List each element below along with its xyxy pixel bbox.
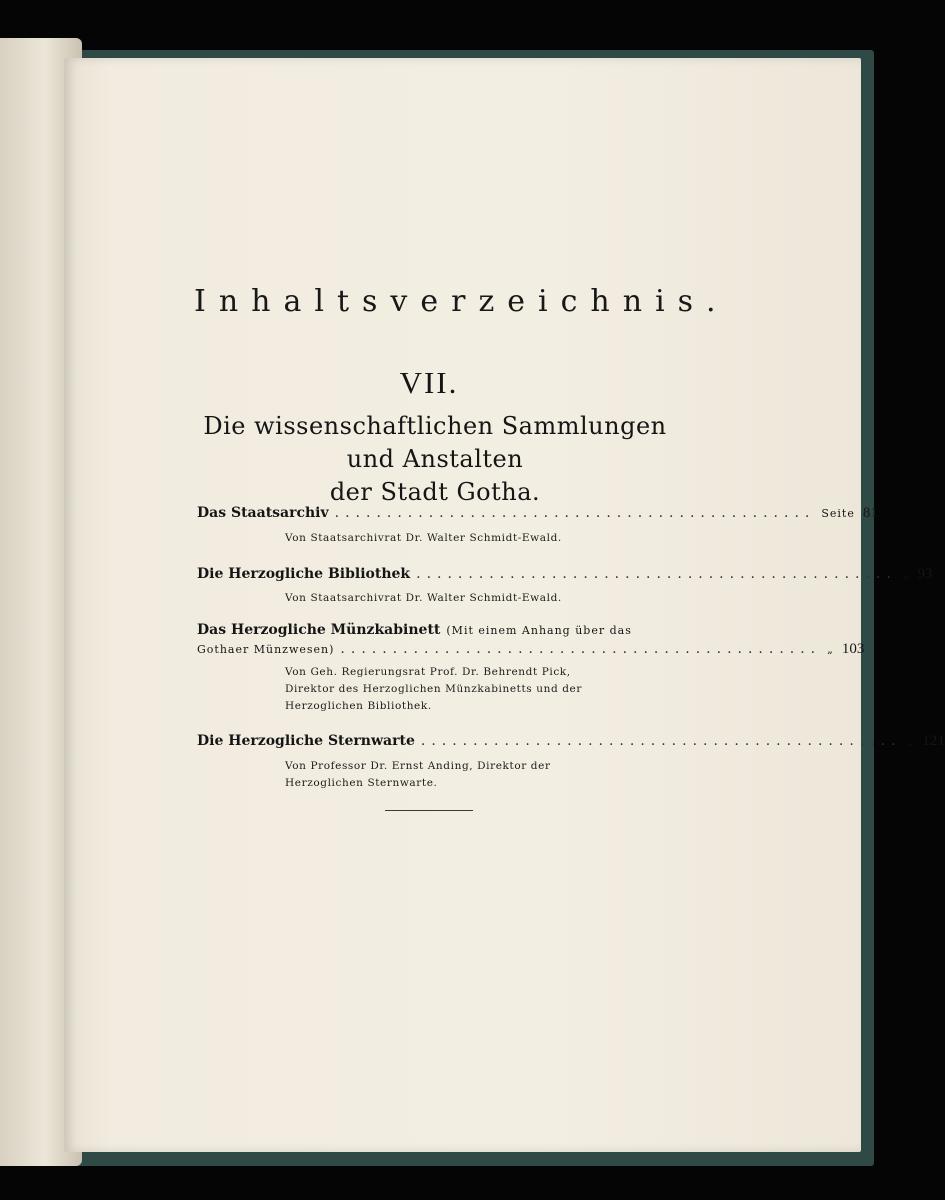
entry-title: Das Staatsarchiv	[197, 505, 329, 521]
entry-author	[285, 590, 605, 607]
entry-title-row	[197, 621, 659, 640]
page-number: 121	[922, 733, 945, 749]
page-label: „	[907, 735, 915, 748]
closing-rule	[385, 810, 473, 811]
entry-note: Gothaer Münzwesen)	[197, 643, 335, 656]
page-reference	[908, 733, 945, 750]
author-line: Herzoglichen Bibliothek.	[285, 700, 432, 712]
leader-dots: ..............................................	[420, 733, 902, 749]
leader-dots: ..............................................	[340, 641, 822, 657]
subtitle-line: Die wissenschaftlichen Sammlungen und Anstalten	[203, 412, 667, 473]
toc-entry-bibliothek	[197, 566, 933, 583]
author-line: Von Staatsarchivrat Dr. Walter Schmidt-Ewald.	[285, 592, 562, 604]
toc-entry-muenzkabinett	[197, 621, 865, 659]
entry-author	[285, 664, 605, 715]
subtitle-line: der Stadt Gotha.	[329, 478, 541, 506]
volume-number: VII.	[399, 365, 459, 400]
page-reference	[821, 505, 878, 522]
author-line: Von Staatsarchivrat Dr. Walter Schmidt-Ewald.	[285, 532, 562, 544]
page-label: „	[827, 643, 834, 656]
page-reference	[903, 566, 933, 583]
entry-author	[285, 758, 605, 792]
toc-entry-staatsarchiv	[197, 505, 878, 522]
entry-title: Das Herzogliche Münzkabinett	[197, 622, 441, 638]
author-line: Von Geh. Regierungsrat Prof. Dr. Behrendt Pick,	[285, 666, 571, 678]
author-line: Direktor des Herzoglichen Münzkabinetts und der	[285, 683, 582, 695]
leader-dots: ..............................................	[334, 505, 816, 521]
section-subtitle	[190, 410, 680, 509]
page-label: „	[902, 568, 910, 581]
page-title: Inhaltsverzeichnis.	[194, 284, 729, 319]
author-line: Herzoglichen Sternwarte.	[285, 777, 438, 789]
entry-title: Die Herzogliche Bibliothek	[197, 566, 411, 582]
page-number: 93	[917, 566, 933, 582]
entry-title-row	[197, 640, 865, 659]
page-reference	[827, 640, 864, 659]
entry-author	[285, 530, 605, 547]
page-label: Seite	[821, 507, 855, 520]
page-number: 81	[862, 505, 878, 521]
toc-entry-sternwarte	[197, 733, 945, 750]
page-number: 103	[841, 641, 865, 657]
entry-note: (Mit einem Anhang über das	[446, 624, 632, 637]
author-line: Von Professor Dr. Ernst Anding, Direktor der	[285, 760, 551, 772]
leader-dots: ..............................................	[416, 566, 897, 582]
entry-title: Die Herzogliche Sternwarte	[197, 733, 415, 749]
